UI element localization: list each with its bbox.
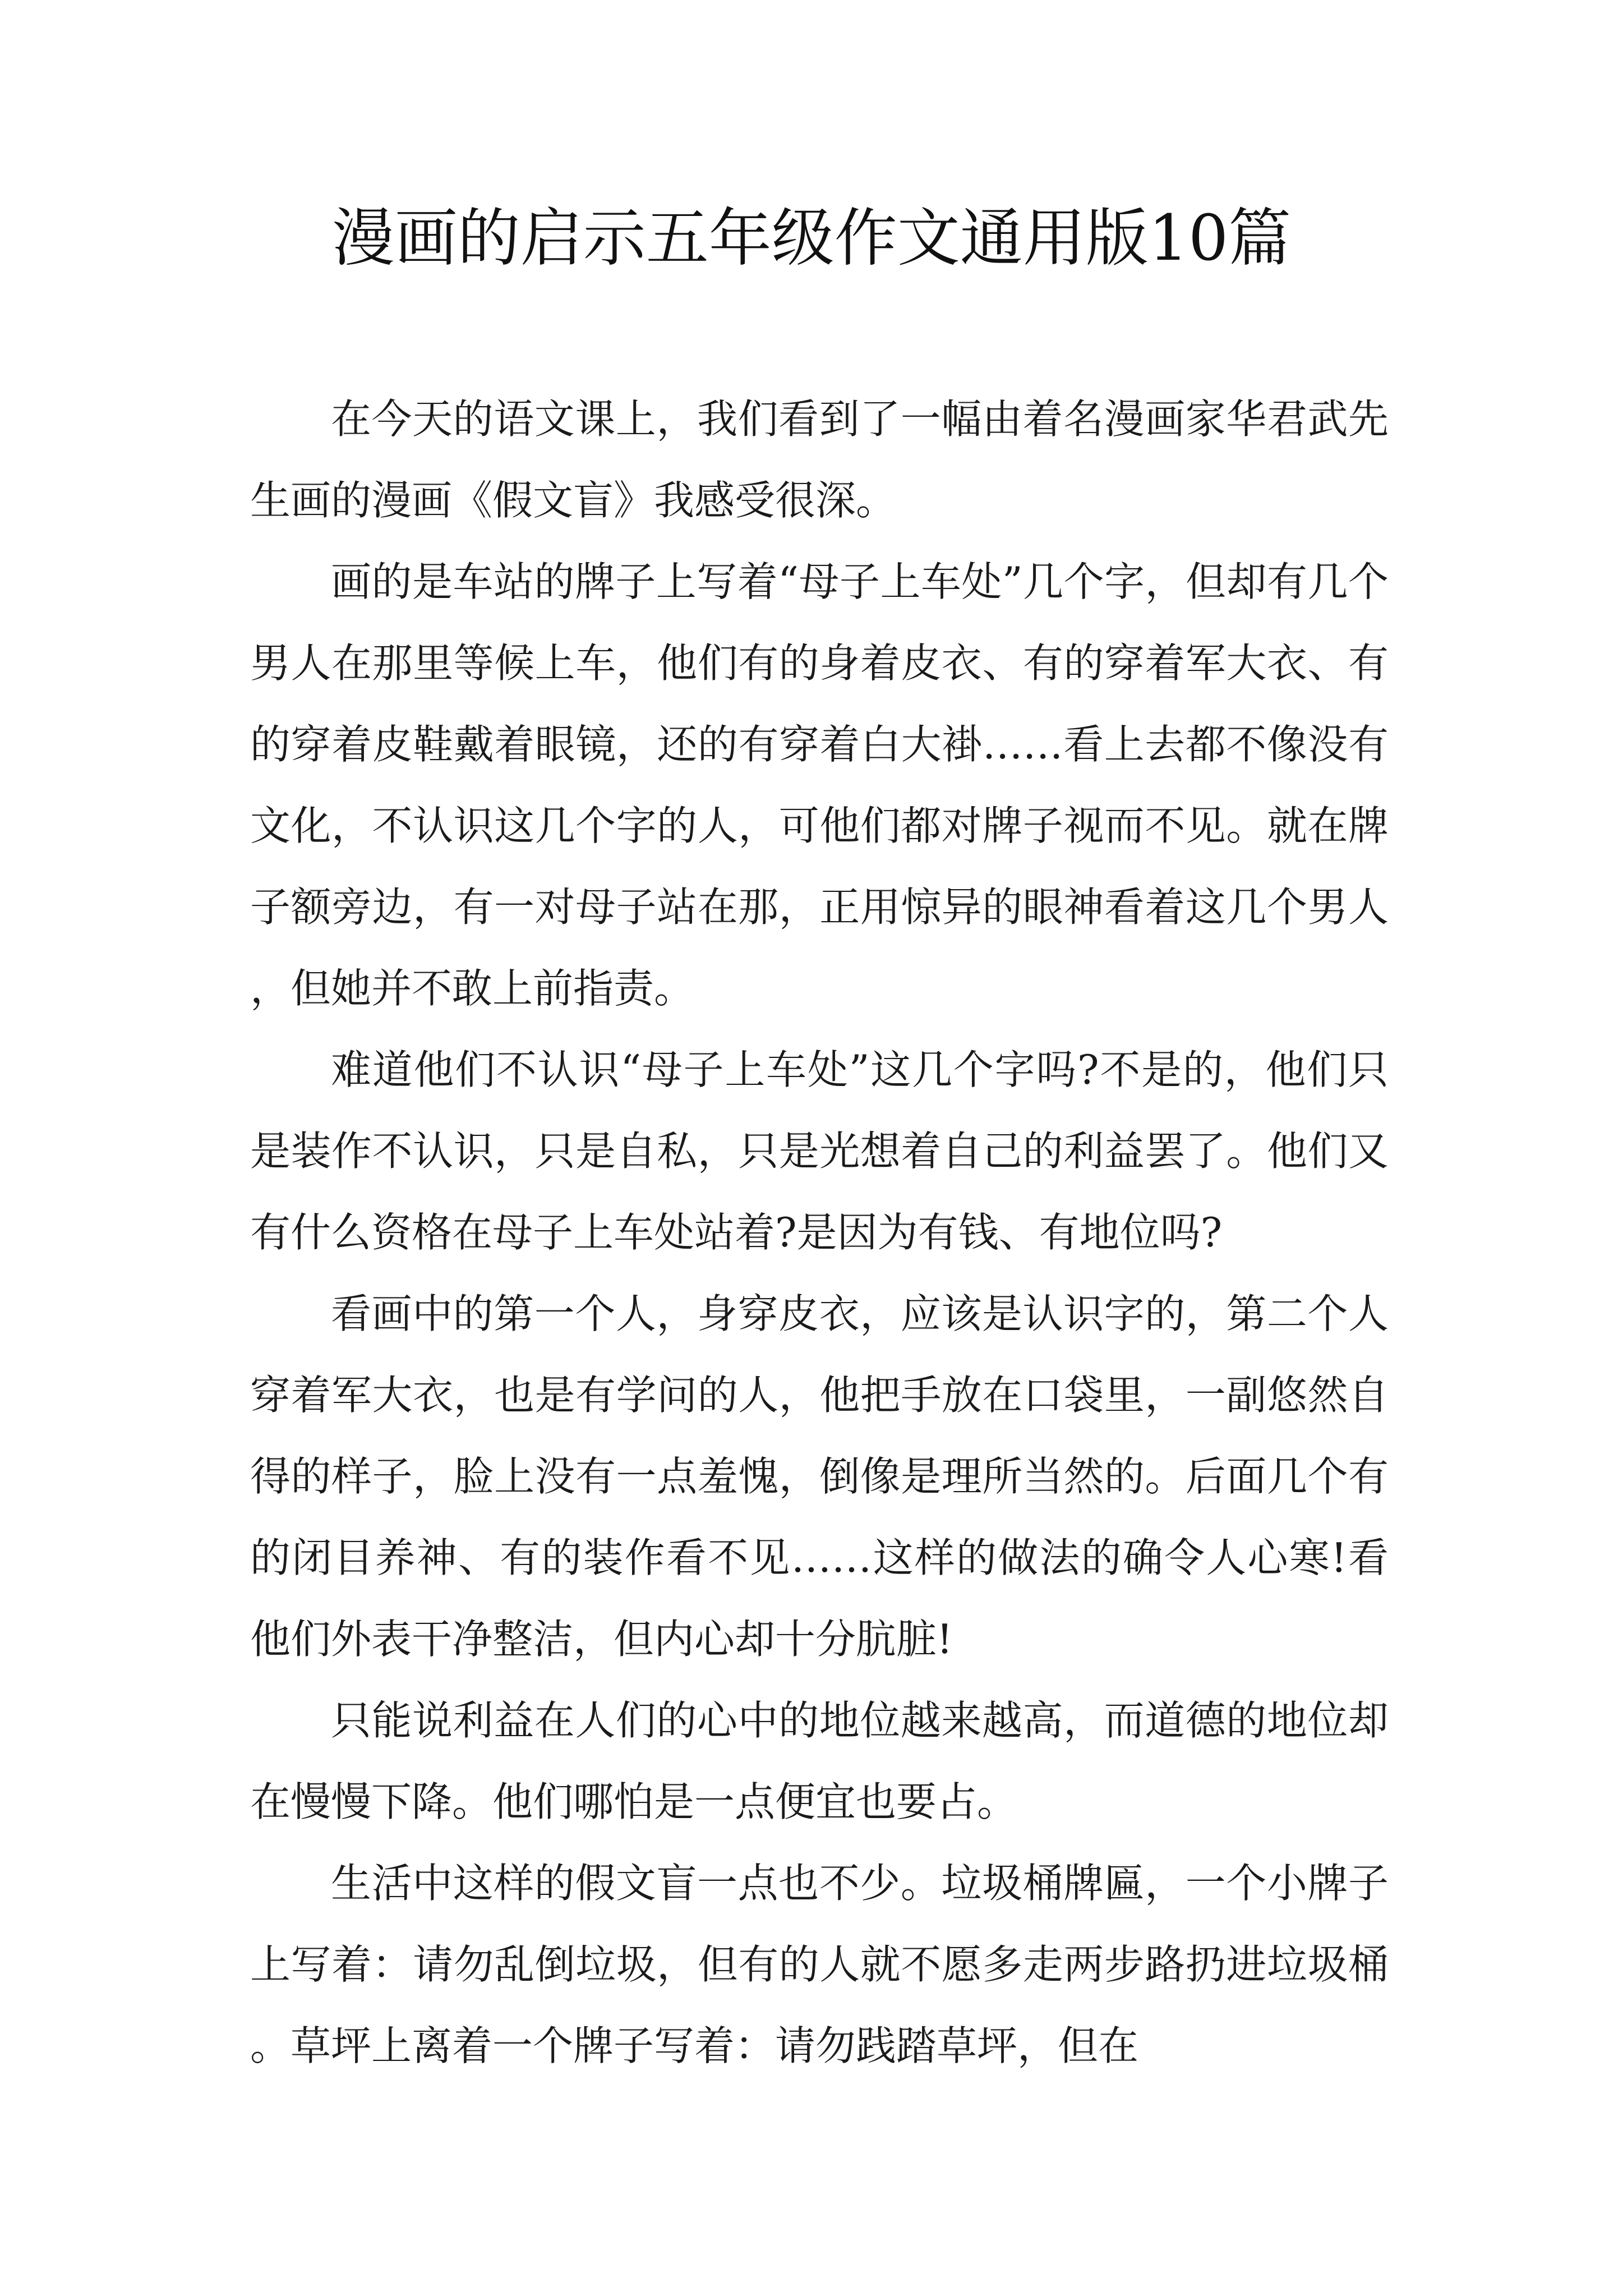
paragraph: 生活中这样的假文盲一点也不少。垃圾桶牌匾，一个小牌子上写着：请勿乱倒垃圾，但有的人就不愿多走两步路扔进垃圾桶。草坪上离着一个牌子写着：请勿践踏草坪，但在 [250, 1860, 1389, 2069]
document-body [250, 379, 1389, 2087]
paragraph: 只能说利益在人们的心中的地位越来越高，而道德的地位却在慢慢下降。他们哪怕是一点便宜也要占。 [250, 1697, 1389, 1825]
paragraph: 在今天的语文课上，我们看到了一幅由着名漫画家华君武先生画的漫画《假文盲》我感受很深。 [250, 395, 1389, 524]
paragraph: 难道他们不认识“母子上车处”这几个字吗?不是的，他们只是装作不认识，只是自私，只是光想着自己的利益罢了。他们又有什么资格在母子上车处站着?是因为有钱、有地位吗? [250, 1046, 1389, 1256]
paragraph: 画的是车站的牌子上写着“母子上车处”几个字，但却有几个男人在那里等候上车，他们有的身着皮衣、有的穿着军大衣、有的穿着皮鞋戴着眼镜，还的有穿着白大褂……看上去都不像没有文化，不认识这几个字的人，可他们都对牌子视而不见。就在牌子额旁边，有一对母子站在那，正用惊异的眼神看着这几个男人，但她并不敢上前指责。 [250, 558, 1389, 1012]
paragraph: 看画中的第一个人，身穿皮衣，应该是认识字的，第二个人穿着军大衣，也是有学问的人，他把手放在口袋里，一副悠然自得的样子，脸上没有一点羞愧，倒像是理所当然的。后面几个有的闭目养神、有的装作看不见……这样的做法的确令人心寒!看他们外表干净整洁，但内心却十分肮脏! [250, 1290, 1389, 1663]
document-title: 漫画的启示五年级作文通用版10篇 [331, 202, 1292, 275]
